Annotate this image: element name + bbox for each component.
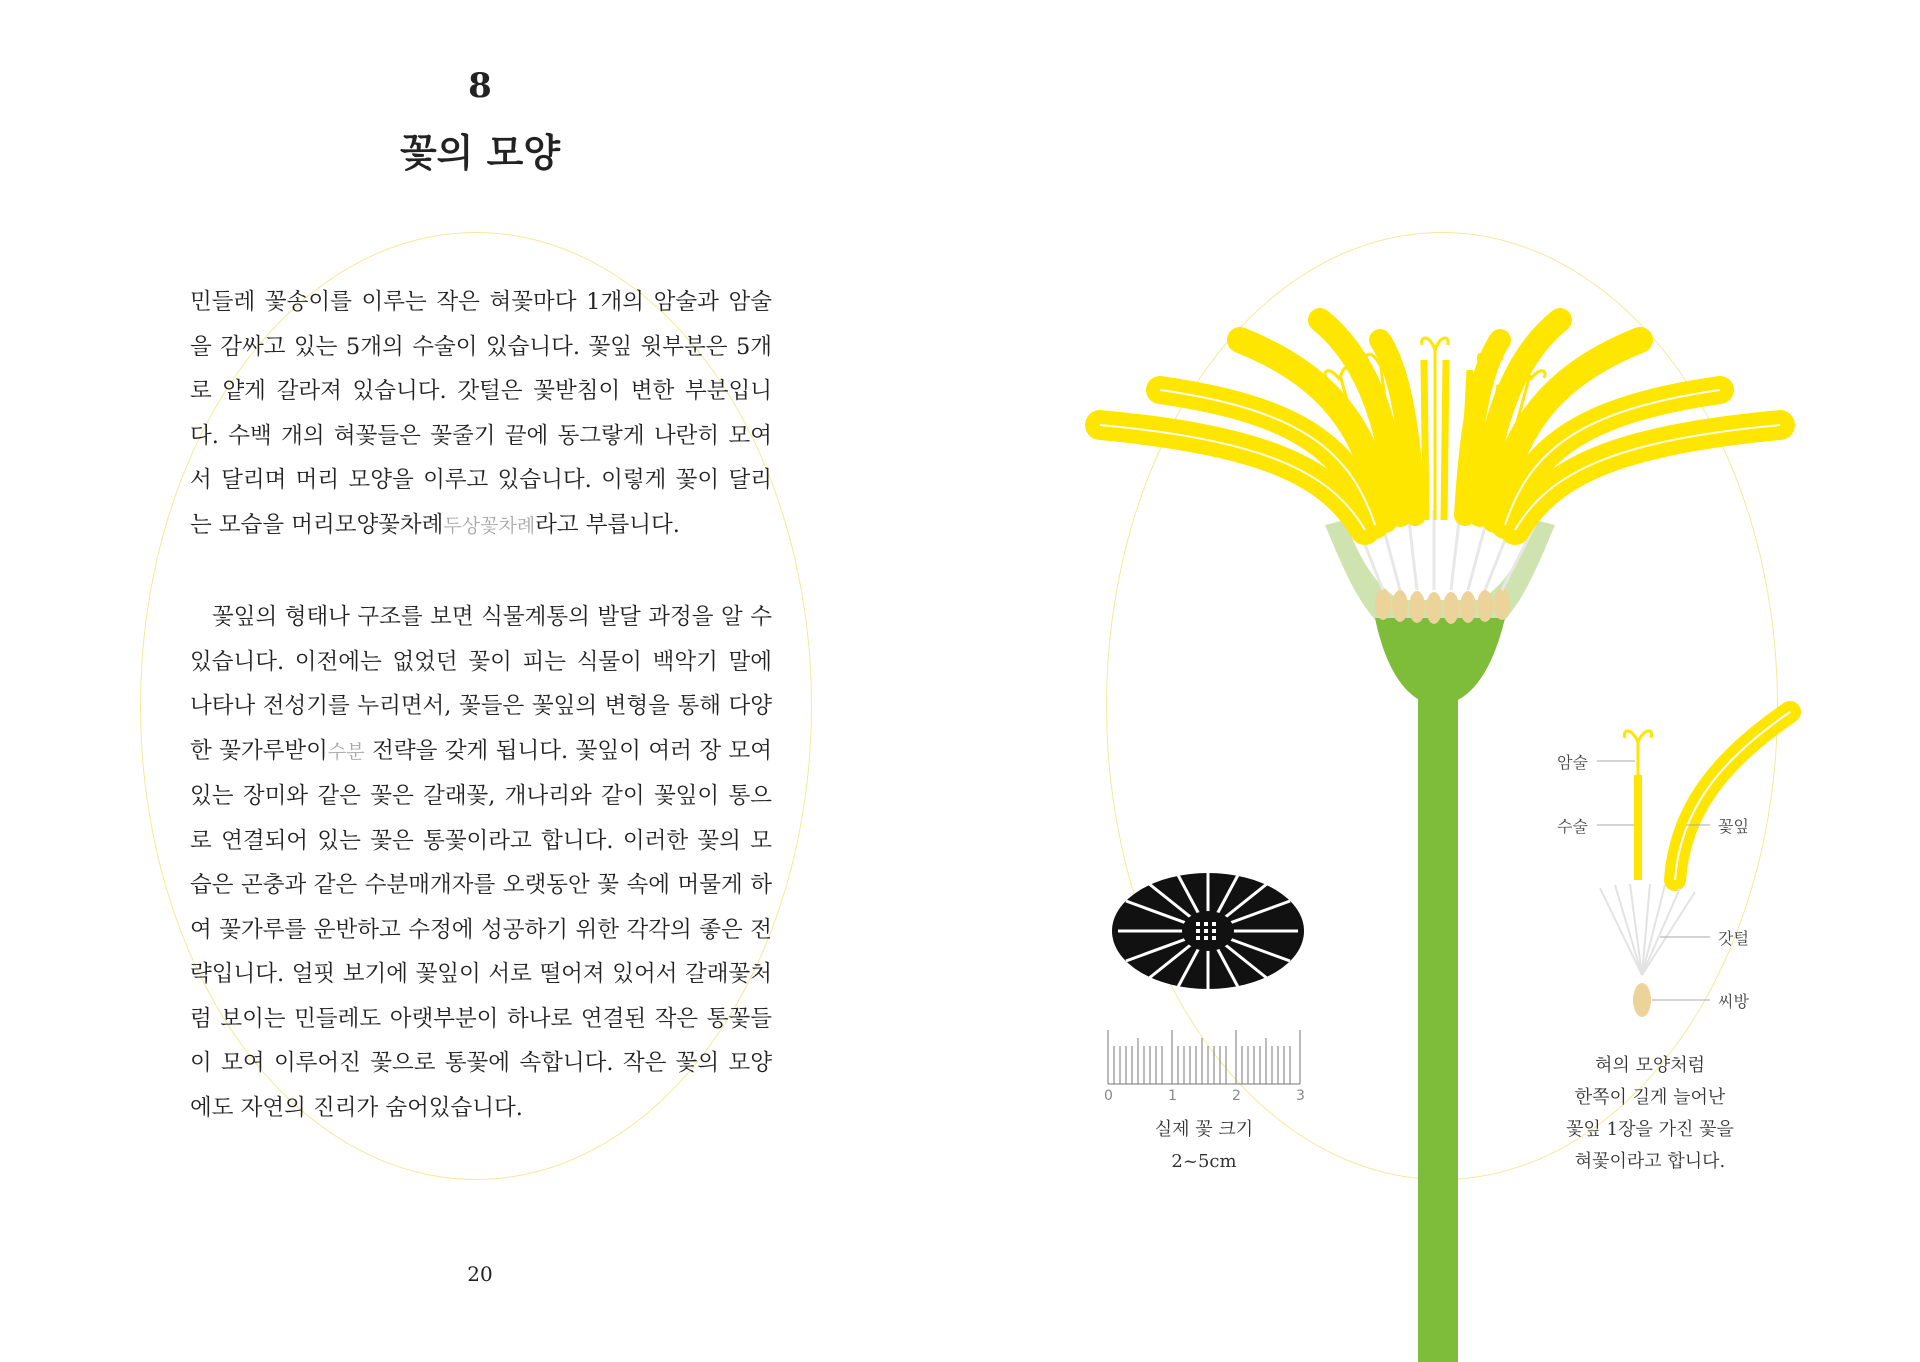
ruler-tick-label-2: 2 [1232, 1088, 1241, 1104]
label-petal: 꽃잎 [1718, 817, 1749, 836]
paragraph-1-text-b: 라고 부릅니다. [535, 511, 680, 538]
label-ovary: 씨방 [1718, 992, 1749, 1011]
paragraph-2-note: 수분 [327, 740, 365, 763]
floret-ovary [1633, 983, 1651, 1017]
chapter-title: 꽃의 모양 [399, 130, 561, 175]
actual-size-caption-line2: 2~5cm [1171, 1151, 1237, 1172]
chapter-number: 8 [468, 66, 492, 106]
paragraph-1 [190, 280, 772, 548]
paragraph-2-text-b: 전략을 갖게 됩니다. 꽃잎이 여러 장 모여 있는 장미와 같은 꽃은 갈래꽃, 개나리와 같이 꽃잎이 통으로 연결되어 있는 꽃은 통꽃이라고 합니다. 이러한 꽃의 모습은 곤충과 같은 수분매개자를 오랫동안 꽃 속에 머물게 하여 꽃가루를 운반하고 수정에 성공하기 위한 각각의 좋은 전략입니다. 얼핏 보기에 꽃잎이 서로 떨어져 있어서 갈래꽃처럼 보이는 민들레도 아랫부분이 하나로 연결된 작은 통꽃들이 모여 이루어진 꽃으로 통꽃에 속합니다. 작은 꽃의 모양에도 자연의 진리가 숨어있습니다. [190, 737, 772, 1121]
ruler-tick-label-0: 0 [1104, 1088, 1113, 1104]
floret-diagram [1597, 712, 1790, 1017]
label-stamen: 수술 [1557, 817, 1588, 836]
actual-size-caption-line1: 실제 꽃 크기 [1154, 1119, 1254, 1140]
floret-caption [1540, 1050, 1760, 1178]
paragraph-1-note: 두상꽃차례 [443, 514, 536, 537]
floret-caption-line4: 혀꽃이라고 합니다. [1574, 1151, 1726, 1172]
paragraph-2-text-a: 꽃잎의 형태나 구조를 보면 식물계통의 발달 과정을 알 수 있습니다. 이전에는 없었던 꽃이 피는 식물이 백악기 말에 나타나 전성기를 누리면서, 꽃들은 꽃잎의 변형을 통해 다양한 꽃가루받이 [190, 604, 772, 764]
receptacle [1375, 618, 1505, 705]
ruler-tick-label-3: 3 [1296, 1088, 1305, 1104]
label-pistil: 암술 [1557, 753, 1588, 772]
label-pappus: 갓털 [1718, 929, 1749, 948]
floret-caption-line1: 혀의 모양처럼 [1594, 1055, 1706, 1076]
ruler [1108, 1030, 1300, 1084]
page-number: 20 [467, 1262, 493, 1286]
floret-caption-line3: 꽃잎 1장을 가진 꽃을 [1566, 1119, 1734, 1140]
floret-pappus [1600, 884, 1695, 975]
actual-size-caption [1108, 1114, 1300, 1178]
flower-silhouette [1112, 873, 1304, 989]
paragraph-1-text-a: 민들레 꽃송이를 이루는 작은 혀꽃마다 1개의 암술과 암술을 감싸고 있는 5개의 수술이 있습니다. 꽃잎 윗부분은 5개로 얕게 갈라져 있습니다. 갓털은 꽃받침이 변한 부분입니다. 수백 개의 혀꽃들은 꽃줄기 끝에 동그랗게 나란히 모여서 달리며 머리 모양을 이루고 있습니다. 이렇게 꽃이 달리는 모습을 머리모양꽃차례 [190, 289, 772, 538]
floret-petal [1675, 712, 1790, 880]
dandelion-cross-section-illustration [960, 0, 1920, 1362]
stem [1418, 640, 1458, 1362]
floret-caption-line2: 한쪽이 길게 늘어난 [1574, 1087, 1726, 1108]
right-page [960, 0, 1920, 1362]
ruler-tick-label-1: 1 [1168, 1088, 1177, 1104]
paragraph-2 [190, 595, 772, 1130]
petals [1100, 320, 1780, 530]
